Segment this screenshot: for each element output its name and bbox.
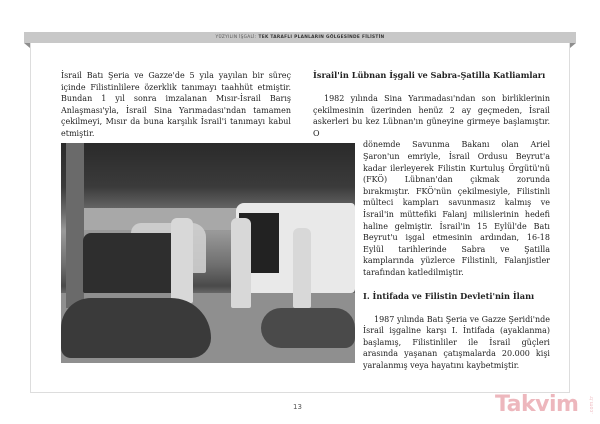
watermark-brand: Takvim xyxy=(495,392,579,417)
left-paragraph: İsrail Batı Şeria ve Gazze'de 5 yıla yayılan bir süreç içinde Filistinlilere özerklik tanımayı taahhüt etmiştir. Bundan 1 yıl sonra imzalanan Mısır-İsrail Barış Anlaşması'yla, İsrail Sina Yarımadası'ndan tamamen çekilmeyi, Mısır da buna karşılık İsrail'i tanımayı kabul etmiştir. xyxy=(61,71,291,138)
section1-paragraph-wrap: dönemde Savunma Bakanı olan Ariel Şaron'un emriyle, İsrail Ordusu Beyrut'a kadar ilerleyerek Filistin Kurtuluş Örgütü'nü (FKÖ) Lübnan'dan çıkmak zorunda bırakmıştır. FKÖ'nün çekilmesiyle, Filistinli mülteci kampları savunmasız kalmış ve İsrail'in müttefiki Falanj milislerinin hedefi haline gelmiştir. İsrail'in 15 Eylül'de Batı Beyrut'u işgal etmesinin ardından, 16-18 Eylül tarihlerinde Sabra ve Şatilla kamplarında yüzlerce Filistinli, Falanjistler tarafından katledilmiştir. xyxy=(363,140,550,277)
photo-car-dark xyxy=(83,233,178,293)
photo-person xyxy=(171,218,193,303)
header-series: YÜZYILIN İŞGALİ: xyxy=(215,35,257,40)
header-title: TEK TARAFLI PLANLARIN GÖLGESİNDE FİLİSTİN xyxy=(258,35,385,40)
section2-paragraph: 1987 yılında Batı Şeria ve Gazze Şeridi'nde İsrail işgaline karşı I. İntifada (ayaklanma) başlamış, Filistinliler ile İsrail güçleri arasında yaşanan çatışmalarda 20.000 kişi yaralanmış veya hayatını kaybetmiştir. xyxy=(363,314,550,370)
watermark-domain: .com.tr xyxy=(589,396,595,414)
running-header xyxy=(24,32,576,43)
takvim-watermark xyxy=(495,392,578,417)
page-number: 13 xyxy=(293,403,302,411)
photo-bodies-left xyxy=(61,298,211,358)
right-column xyxy=(313,70,550,371)
photo-pole xyxy=(66,143,84,308)
section-heading-lebanon: İsrail'in Lübnan İşgali ve Sabra-Şatilla Katliamları xyxy=(313,70,546,80)
header-fold-right xyxy=(570,43,576,48)
massacre-photo xyxy=(61,143,355,363)
left-column xyxy=(61,70,291,140)
photo-person xyxy=(231,218,251,308)
section1-paragraph-top: 1982 yılında Sina Yarımadası'ndan son birliklerinin çekilmesinin üzerinden henüz 2 ay geçmeden, İsrail askerleri bu kez Lübnan'ın güneyine girmeye başlamıştır. O xyxy=(313,94,550,138)
photo-person xyxy=(293,228,311,308)
section-heading-intifada: I. İntifada ve Filistin Devleti'nin İlanı xyxy=(363,290,535,301)
